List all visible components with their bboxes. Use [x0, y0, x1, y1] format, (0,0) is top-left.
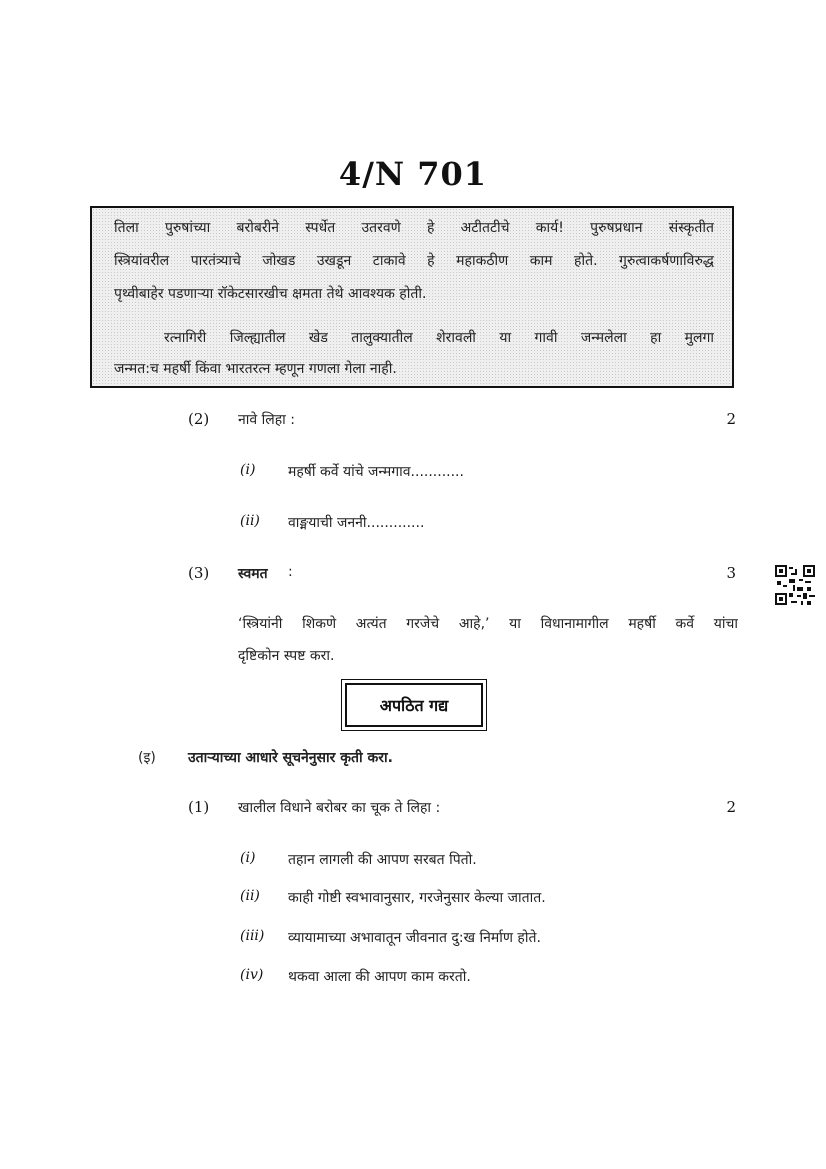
item-text: थकवा आला की आपण काम करतो. [288, 969, 471, 985]
question-marks: 2 [726, 798, 736, 816]
question-number: (1) [188, 798, 210, 816]
question-colon: : [288, 564, 293, 580]
question-number: (2) [188, 410, 210, 428]
question-number: (3) [188, 564, 210, 582]
question-marks: 3 [726, 564, 736, 582]
item-roman: (i) [240, 462, 256, 478]
question-marks: 2 [726, 410, 736, 428]
passage-box [90, 206, 734, 388]
item-roman: (ii) [240, 888, 260, 904]
item-text: व्यायामाच्या अभावातून जीवनात दु:ख निर्माण होते. [288, 930, 541, 946]
item-roman: (ii) [240, 513, 260, 529]
item-text: तहान लागली की आपण सरबत पितो. [288, 852, 477, 868]
section-heading: अपठित गद्य [345, 683, 483, 727]
passage-line: तिला पुरुषांच्या बरोबरीने स्पर्धेत उतरवणे हे अटीतटीचे कार्य! पुरुषप्रधान संस्कृतीत [114, 220, 714, 236]
qr-code-icon [775, 565, 815, 605]
item-roman: (i) [240, 850, 256, 866]
item-text: महर्षी कर्वे यांचे जन्मगाव............ [288, 464, 464, 480]
question-text: ‘स्त्रियांनी शिकणे अत्यंत गरजेचे आहे,’ या विधानामागील महर्षी कर्वे यांचा [238, 616, 738, 632]
passage-line: जन्मत:च महर्षी किंवा भारतरत्न म्हणून गणला गेला नाही. [114, 361, 397, 377]
question-label: खालील विधाने बरोबर का चूक ते लिहा : [238, 800, 441, 816]
section-label: (इ) [138, 750, 156, 766]
item-text: वाङ्मयाची जननी............. [288, 515, 425, 531]
passage-line: स्त्रियांवरील पारतंत्र्याचे जोखड उखडून टाकावे हे महाकठीण काम होते. गुरुत्वाकर्षणाविरुद्ध [114, 253, 714, 269]
passage-line: रत्नागिरी जिल्ह्यातील खेड तालुक्यातील शेरावली या गावी जन्मलेला हा मुलगा [164, 330, 714, 346]
page-title: 4/N 701 [338, 155, 488, 193]
question-label: नावे लिहा : [238, 412, 295, 428]
question-text: दृष्टिकोन स्पष्ट करा. [238, 648, 335, 664]
section-instruction: उताऱ्याच्या आधारे सूचनेनुसार कृती करा. [188, 750, 393, 766]
item-roman: (iv) [240, 967, 264, 983]
passage-line: पृथ्वीबाहेर पडणाऱ्या रॉकेटसारखीच क्षमता तेथे आवश्यक होती. [114, 286, 427, 302]
item-roman: (iii) [240, 928, 265, 944]
question-label: स्वमत [238, 566, 268, 582]
item-text: काही गोष्टी स्वभावानुसार, गरजेनुसार केल्या जातात. [288, 890, 546, 906]
